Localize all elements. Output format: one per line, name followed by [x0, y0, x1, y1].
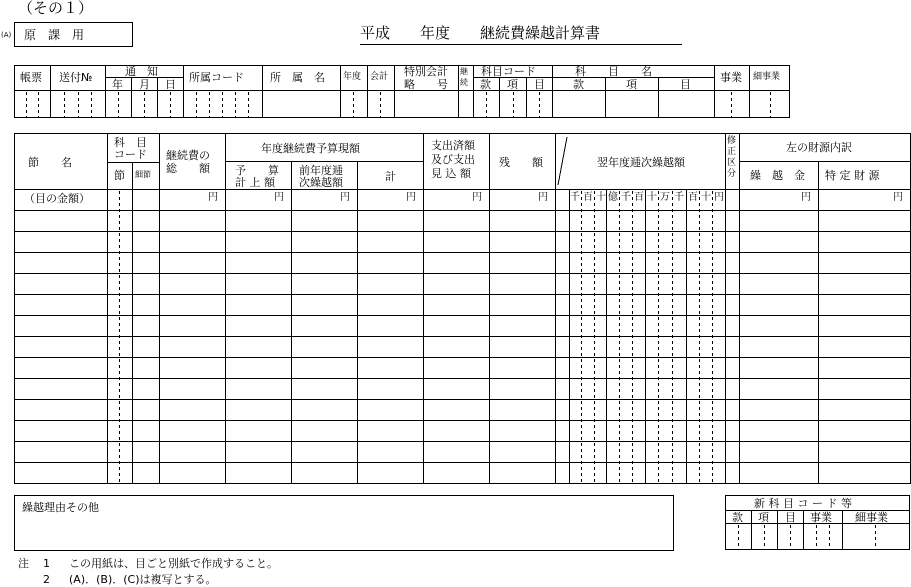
digit-label: 千 — [674, 192, 684, 203]
hdr-chohyo: 帳票 — [20, 71, 42, 84]
note-1-number: 1 — [43, 557, 50, 570]
digit-label: 円 — [714, 192, 724, 203]
col-zaigen-uchiwake: 左の財源内訳 — [786, 141, 852, 154]
main-table-border — [15, 134, 911, 484]
hdr-tokubetsu-1: 特別会計 — [404, 65, 448, 78]
col-sougaku-1: 継続費の — [166, 149, 210, 162]
digit-label: 十 — [701, 192, 711, 203]
hdr-tokubetsu-2: 略 号 — [404, 78, 448, 91]
col-shishutsu-3: 見 込 額 — [431, 167, 471, 180]
page-label: （その１） — [18, 0, 94, 17]
hdr-kamoku-mei: 科 目 名 — [575, 65, 652, 78]
hdr-hi: 日 — [165, 78, 176, 91]
hdr-keizoku: 継続 — [460, 67, 468, 87]
hdr-nendo: 年度 — [343, 72, 362, 82]
col-kamoku-code-2: コード — [114, 148, 147, 161]
hdr-sofu-no: 送付№ — [59, 71, 93, 84]
hdr-moku: 目 — [534, 78, 545, 91]
hdr-tsuki: 月 — [139, 78, 150, 91]
digit-label: 万 — [660, 192, 670, 203]
col-shusei-4: 分 — [727, 169, 737, 179]
yen-shishutsu: 円 — [472, 192, 482, 203]
reason-input-area[interactable] — [16, 515, 672, 549]
col-yosan-genkaku: 年度継続費予算現額 — [261, 142, 360, 155]
hdr-jigyo: 事業 — [720, 71, 742, 84]
col-setsu-mei: 節 名 — [28, 156, 72, 169]
col-yosan-keijo-1: 予 算 — [235, 164, 279, 177]
hdr-shozoku-code: 所属コード — [189, 71, 244, 84]
original-label: 原 課 用 — [24, 28, 85, 42]
col-sougaku-2: 総 額 — [166, 162, 210, 175]
digit-label: 千 — [621, 192, 631, 203]
col-shishutsu-2: 及び支出 — [431, 153, 475, 166]
note-1: この用紙は、目ごと別紙で作成すること。 — [69, 557, 278, 570]
digit-label: 百 — [634, 192, 644, 203]
row-moku-kingaku-label: （目の金額） — [24, 192, 90, 205]
reason-label: 繰越理由その他 — [22, 501, 99, 514]
col-saisetsu: 細節 — [135, 170, 151, 179]
new-code-sai-jigyo: 細事業 — [855, 511, 888, 524]
col-shishutsu-1: 支出済額 — [431, 139, 475, 152]
yen-kei: 円 — [406, 192, 416, 203]
yen-zangaku: 円 — [538, 192, 548, 203]
col-yokunendo: 翌年度逓次繰越額 — [597, 156, 685, 169]
digit-label: 十 — [647, 192, 657, 203]
digit-label: 億 — [608, 192, 618, 203]
new-code-kan: 款 — [732, 511, 743, 524]
col-zennendo-1: 前年度逓 — [299, 164, 343, 177]
col-kei: 計 — [385, 170, 396, 183]
digit-label: 百 — [583, 192, 593, 203]
hdr-nen: 年 — [112, 78, 123, 91]
hdr-kamoku-kan: 款 — [573, 78, 584, 91]
yen-tokutei-zaigen: 円 — [893, 192, 903, 203]
hdr-kamoku-kou: 項 — [626, 78, 637, 91]
new-code-title: 新 科 目 コ ー ド 等 — [754, 497, 852, 510]
digit-label: 十 — [596, 192, 606, 203]
digit-label: 百 — [688, 192, 698, 203]
col-setsu: 節 — [114, 169, 125, 182]
hdr-kaikei: 会計 — [370, 72, 389, 82]
page-title: 平成 年度 継続費繰越計算書 — [360, 24, 601, 42]
copy-marker-a: (A) — [1, 31, 12, 39]
yen-sougaku: 円 — [208, 192, 218, 203]
hdr-shozoku-mei: 所 属 名 — [270, 71, 325, 84]
col-zangaku: 残 額 — [499, 156, 543, 169]
yen-yosan-keijo: 円 — [274, 192, 284, 203]
hdr-kan: 款 — [480, 78, 491, 91]
col-zennendo-2: 次繰越額 — [299, 176, 343, 189]
hdr-sai-jigyo: 細事業 — [753, 72, 781, 82]
col-yosan-keijo-2: 計 上 額 — [235, 176, 275, 189]
note-label: 注 — [18, 557, 29, 570]
new-code-jigyo: 事業 — [810, 511, 832, 524]
new-code-kou: 項 — [758, 511, 769, 524]
digit-label: 千 — [570, 192, 580, 203]
col-kurikoshi-kin: 繰 越 金 — [750, 169, 805, 182]
hdr-kamoku-moku: 目 — [680, 78, 691, 91]
hdr-kamoku-code: 科目コード — [481, 65, 536, 78]
col-tokutei-zaigen: 特 定 財 源 — [825, 169, 880, 182]
col-kamoku-code-1: 科 目 — [114, 136, 147, 149]
col-shusei-2: 正 — [727, 147, 737, 157]
new-code-moku: 目 — [785, 511, 796, 524]
hdr-tsuchi: 通 知 — [125, 65, 158, 78]
note-2: (A)．(B)．(C)は複写とする。 — [69, 573, 217, 586]
note-2-number: 2 — [43, 573, 50, 586]
yen-zennendo: 円 — [340, 192, 350, 203]
col-shusei-1: 修 — [727, 136, 737, 146]
col-shusei-3: 区 — [727, 158, 737, 168]
hdr-kou: 項 — [507, 78, 518, 91]
yen-kurikoshi-kin: 円 — [801, 192, 811, 203]
